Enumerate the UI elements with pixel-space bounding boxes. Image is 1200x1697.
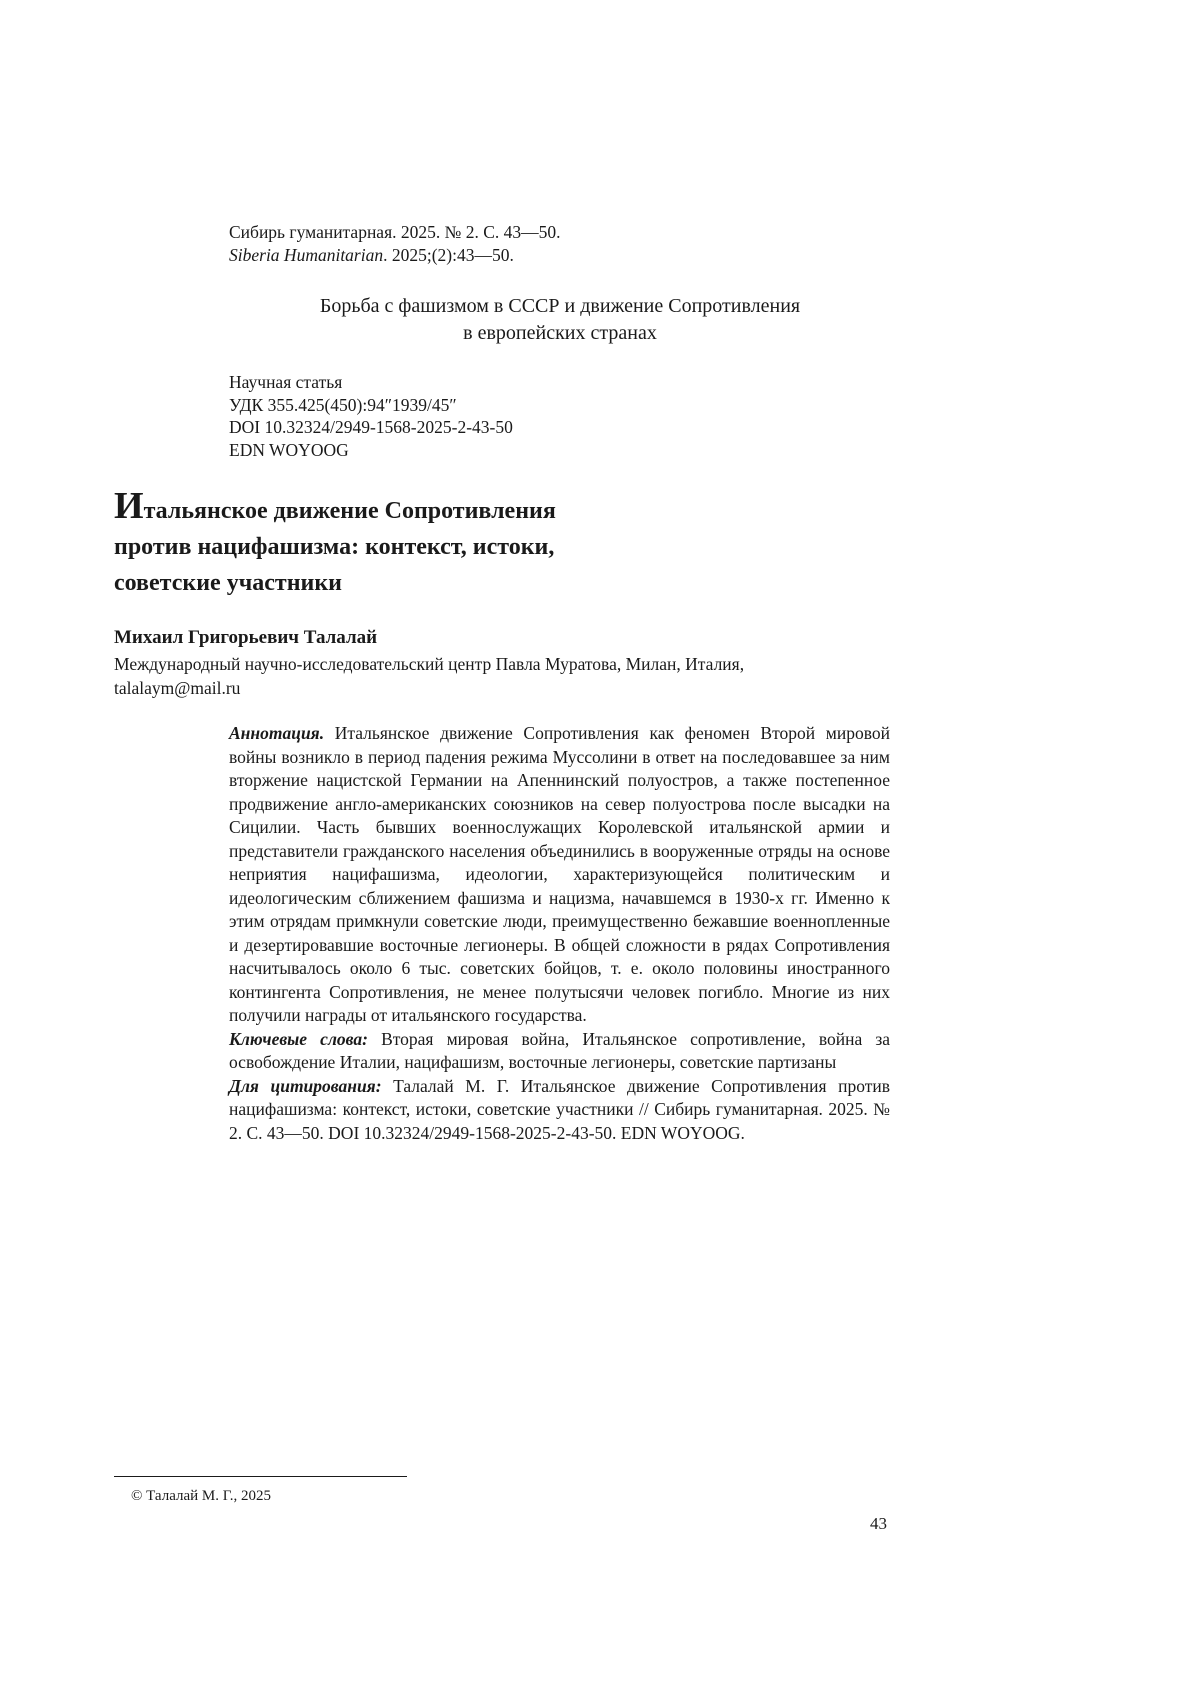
article-title-line1: [114, 487, 874, 529]
abstract-text: Итальянское движение Сопротивления как феномен Второй мировой войны возникло в период падения режима Муссолини в ответ на последовавшее за ним вторжение нацистской Германии на Апеннинский полуостров, а также постепенное продвижение англо-американских союзников на север полуострова после высадки на Сицилии. Часть бывших военнослужащих Королевской итальянской армии и представители гражданского населения объединились в вооруженные отряды на основе неприятия нацифашизма, идеологии, характеризующейся политическим и идеологическим сближением фашизма и нацизма, начавшемся в 1930-х гг. Именно к этим отрядам примкнули советские люди, преимущественно бежавшие военнопленные и дезертировавшие восточные легионеры. В общей сложности в рядах Сопротивления насчитывалось около 6 тыс. советских бойцов, т. е. около половины иностранного контингента Сопротивления, не менее полутысячи человек погибло. Многие из них получили награды от итальянского государства.: [229, 723, 890, 1025]
abstract: [229, 722, 890, 1028]
citation: [229, 1075, 890, 1146]
author-email[interactable]: talalaym@mail.ru: [114, 676, 890, 700]
article-title-line2: против нацифашизма: контекст, истоки,: [114, 529, 874, 565]
journal-title-en: Siberia Humanitarian: [229, 245, 383, 265]
journal-citation-ru: Сибирь гуманитарная. 2025. № 2. С. 43—50.: [229, 221, 561, 244]
title-initial: И: [114, 485, 144, 527]
journal-citation-en: [229, 244, 561, 267]
article-type: Научная статья: [229, 371, 513, 394]
section-title: [200, 293, 920, 347]
copyright-footnote: © Талалай М. Г., 2025: [131, 1488, 271, 1505]
article-meta: [229, 371, 513, 461]
citation-text: Талалай М. Г. Итальянское движение Сопротивления против нацифашизма: контекст, истоки, советские участники // Сибирь гуманитарная. 2025. № 2. С. 43—50. DOI 10.32324/2949-1568-2025-2-43-50. EDN WOYOOG.: [229, 1076, 890, 1143]
section-title-line1: Борьба с фашизмом в СССР и движение Сопротивления: [200, 293, 920, 320]
abstract-label: Аннотация.: [229, 723, 324, 743]
page-number: 43: [870, 1514, 887, 1534]
keywords-label: Ключевые слова:: [229, 1029, 368, 1049]
affiliation-text: Международный научно-исследовательский центр Павла Муратова, Милан, Италия,: [114, 652, 890, 676]
journal-citation: [229, 221, 561, 267]
doi: DOI 10.32324/2949-1568-2025-2-43-50: [229, 416, 513, 439]
keywords-text: Вторая мировая война, Итальянское сопротивление, война за освобождение Италии, нацифашизм, восточные легионеры, советские партизаны: [229, 1029, 890, 1073]
keywords: [229, 1028, 890, 1075]
author-affiliation: [114, 652, 890, 700]
footnote-divider: [114, 1476, 407, 1477]
udc-code: УДК 355.425(450):94″1939/45″: [229, 394, 513, 417]
author-name: Михаил Григорьевич Талалай: [114, 627, 377, 649]
citation-label: Для цитирования:: [229, 1076, 382, 1096]
edn: EDN WOYOOG: [229, 439, 513, 462]
abstract-block: [229, 722, 890, 1145]
journal-citation-en-rest: . 2025;(2):43—50.: [383, 245, 514, 265]
article-title: [114, 487, 874, 601]
title-line1-rest: тальянское движение Сопротивления: [144, 498, 556, 524]
section-title-line2: в европейских странах: [200, 320, 920, 347]
article-title-line3: советские участники: [114, 565, 874, 601]
